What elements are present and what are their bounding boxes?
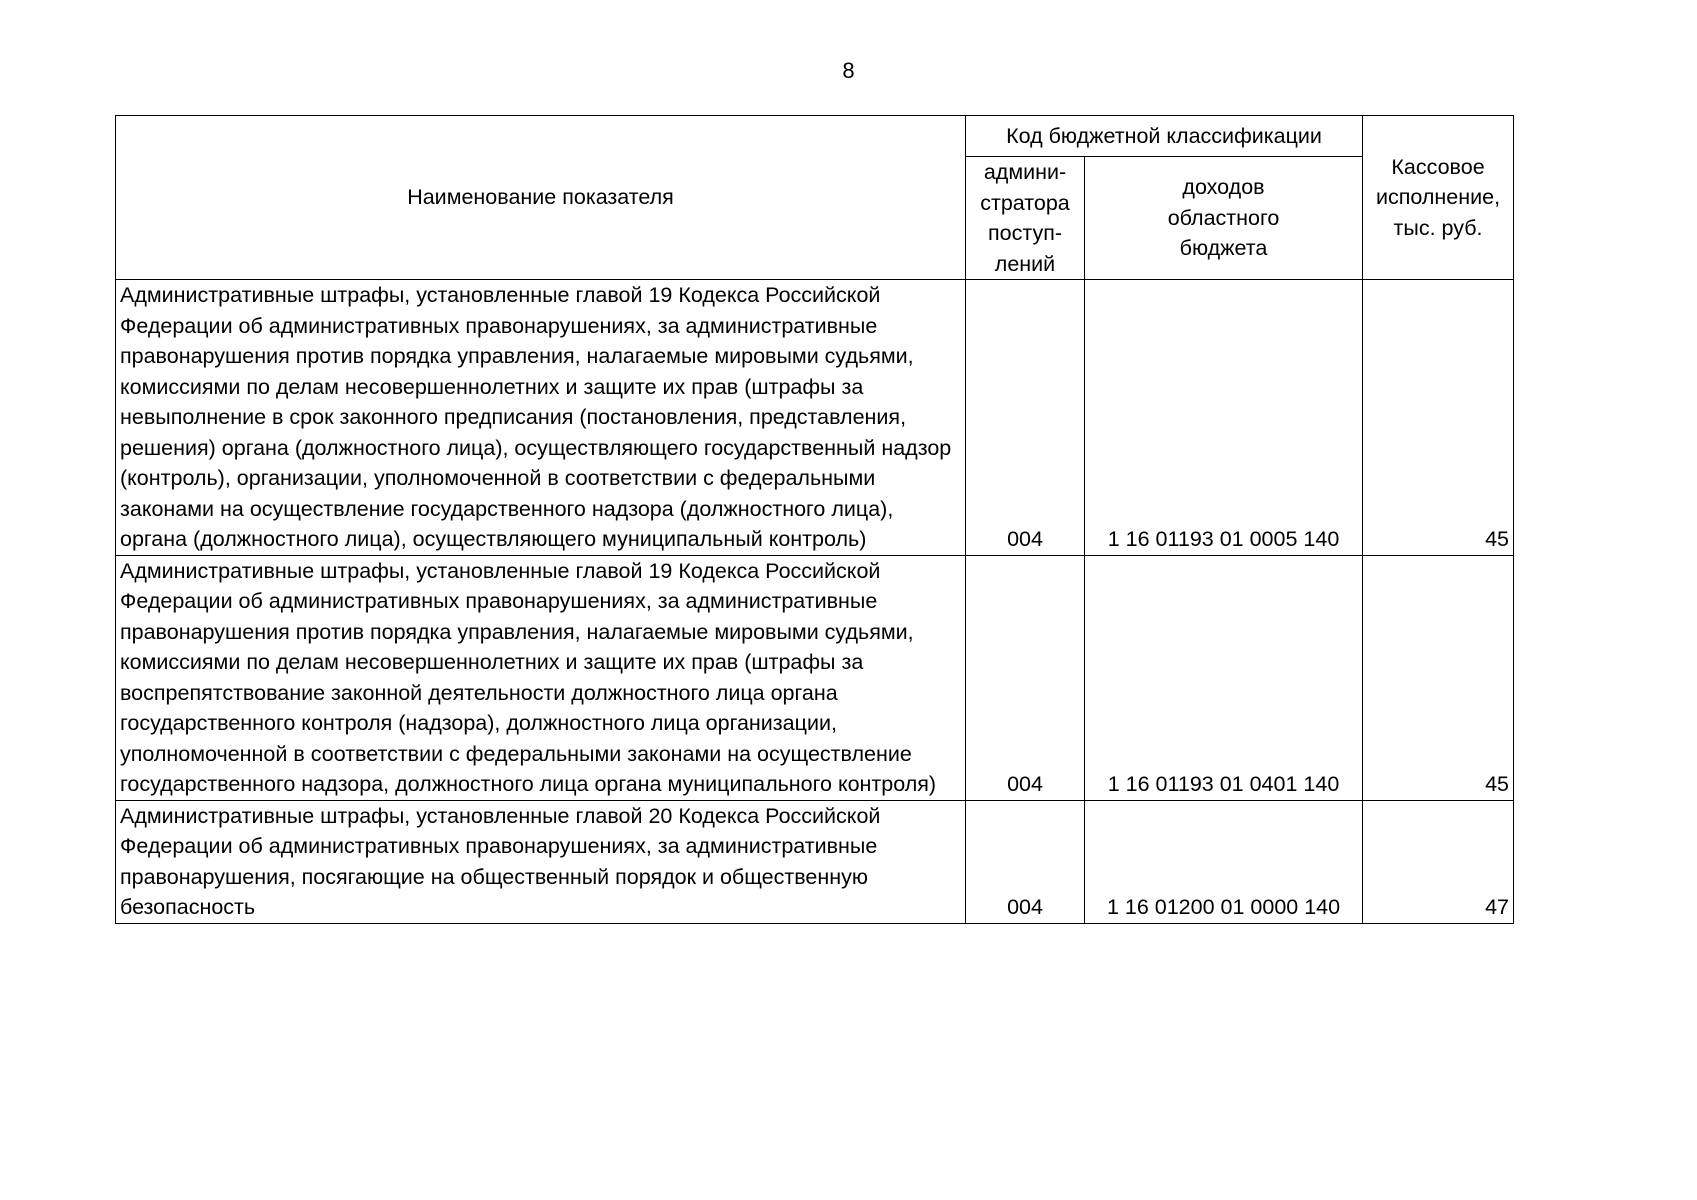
row-cash-execution: 45	[1363, 555, 1514, 800]
header-income-code-label: доходов областного бюджета	[1167, 175, 1280, 261]
table-row	[116, 800, 1514, 923]
row-income-code: 1 16 01193 01 0005 140	[1085, 280, 1363, 556]
row-cash-execution: 47	[1363, 800, 1514, 923]
table-body	[116, 280, 1514, 924]
header-indicator-name	[116, 116, 966, 280]
header-income-code	[1085, 157, 1363, 280]
table-row	[116, 280, 1514, 556]
row-administrator-code: 004	[966, 280, 1085, 556]
page-number: 8	[842, 58, 855, 83]
table-row	[116, 555, 1514, 800]
row-indicator-name: Административные штрафы, установленные главой 19 Кодекса Российской Федерации об административных правонарушениях, за административные правонарушения против порядка управления, налагаемые мировыми судьями, комиссиями по делам несовершеннолетних и защите их прав (штрафы за воспрепятствование законной деятельности должностного лица органа государственного контроля (надзора), должностного лица организации, уполномоченной в соответствии с федеральными законами на осуществление государственного надзора, должностного лица органа муниципального контроля)	[116, 555, 966, 800]
row-indicator-name: Административные штрафы, установленные главой 20 Кодекса Российской Федерации об административных правонарушениях, за административные правонарушения, посягающие на общественный порядок и общественную безопасность	[116, 800, 966, 923]
header-cash-execution	[1363, 116, 1514, 280]
row-cash-execution: 45	[1363, 280, 1514, 556]
row-administrator-code: 004	[966, 555, 1085, 800]
header-classification-code-label: Код бюджетной классификации	[1006, 123, 1322, 148]
header-cash-execution-label: Кассовое исполнение, тыс. руб.	[1375, 154, 1501, 240]
row-income-code: 1 16 01200 01 0000 140	[1085, 800, 1363, 923]
budget-revenue-table	[115, 115, 1514, 924]
header-administrator-code-label: админи- стратора поступ- лений	[980, 160, 1070, 276]
row-indicator-name: Административные штрафы, установленные главой 19 Кодекса Российской Федерации об административных правонарушениях, за административные правонарушения против порядка управления, налагаемые мировыми судьями, комиссиями по делам несовершеннолетних и защите их прав (штрафы за невыполнение в срок законного предписания (постановления, представления, решения) органа (должностного лица), осуществляющего государственный надзор (контроль), организации, уполномоченной в соответствии с федеральными законами на осуществление государственного надзора (должностного лица), органа (должностного лица), осуществляющего муниципальный контроль)	[116, 280, 966, 556]
header-indicator-name-label: Наименование показателя	[407, 185, 674, 210]
header-administrator-code	[966, 157, 1085, 280]
table-header	[116, 116, 1514, 280]
header-classification-code	[966, 116, 1363, 157]
row-administrator-code: 004	[966, 800, 1085, 923]
row-income-code: 1 16 01193 01 0401 140	[1085, 555, 1363, 800]
